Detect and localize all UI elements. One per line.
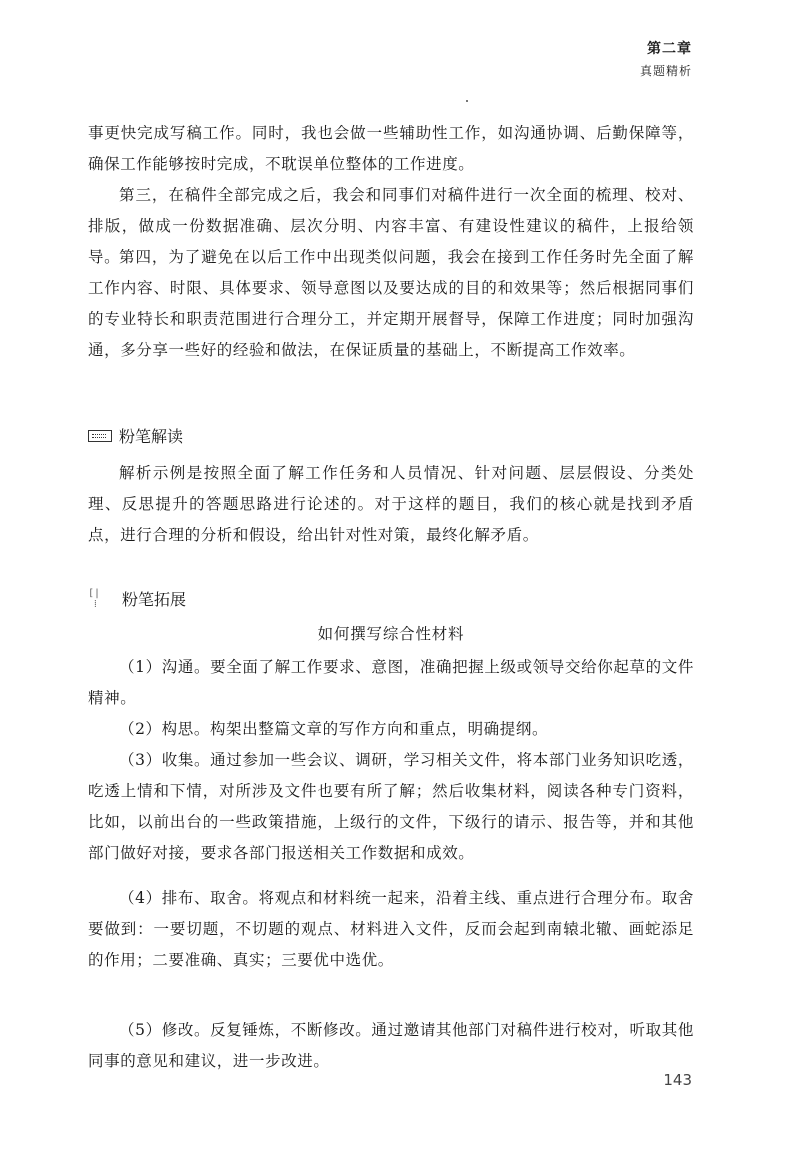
decorative-dot (466, 100, 468, 102)
page-number: 143 (663, 1071, 692, 1089)
chapter-title: 第二章 (647, 41, 692, 57)
extend-item-1: （1）沟通。要全面了解工作要求、意图，准确把握上级或领导交给你起草的文件精神。 (88, 658, 694, 707)
section-interpret-text: 解析示例是按照全面了解工作任务和人员情况、针对问题、层层假设、分类处理、反思提升的答题思路进行论述的。对于这样的题目，我们的核心就是找到矛盾点，进行合理的分析和假设，给出针对性对策，最终化解矛盾。 (88, 464, 694, 544)
section-interpret-title: 粉笔解读 (119, 427, 184, 446)
body-paragraph-3: 第四，为了避免在以后工作中出现类似问题，我会在接到工作任务时先全面了解工作内容、时限、具体要求、领导意图以及要达成的目的和效果等；然后根据同事们的专业特长和职责范围进行合理分工，并定期开展督导，保障工作进度；同时加强沟通，多分享一些好的经验和做法，在保证质量的基础上，不断提高工作效率。 (88, 248, 694, 359)
section-extend-title: 粉笔拓展 (122, 590, 187, 609)
book-icon (88, 430, 112, 442)
section-interpret-heading (88, 424, 183, 447)
extend-subtitle: 如何撰写综合性材料 (317, 625, 465, 643)
body-paragraph-1: 事更快完成写稿工作。同时，我也会做一些辅助性工作，如沟通协调、后勤保障等，确保工作能够按时完成，不耽误单位整体的工作进度。 (88, 124, 694, 173)
chapter-subtitle: 真题精析 (639, 64, 692, 78)
extend-item-2: （2）构思。构架出整篇文章的写作方向和重点，明确提纲。 (119, 720, 549, 738)
extend-item-5: （5）修改。反复锤炼，不断修改。通过邀请其他部门对稿件进行校对，听取其他同事的意见和建议，进一步改进。 (88, 1021, 694, 1070)
extend-item-4: （4）排布、取舍。将观点和材料统一起来，沿着主线、重点进行合理分布。取舍要做到：一要切题，不切题的观点、材料进入文件，反而会起到南辕北辙、画蛇添足的作用；二要准确、真实；三要优中选优。 (88, 889, 694, 969)
body-paragraph-2: 第三，在稿件全部完成之后，我会和同事们对稿件进行一次全面的梳理、校对、排版，做成一份数据准确、层次分明、内容丰富、有建设性建议的稿件，上报给领导。 (88, 186, 694, 266)
section-extend-heading (88, 587, 186, 610)
extend-icon: [| ⁞ (88, 587, 101, 610)
extend-item-3: （3）收集。通过参加一些会议、调研，学习相关文件，将本部门业务知识吃透，吃透上情和下情，对所涉及文件也要有所了解；然后收集材料，阅读各种专门资料，比如，以前出台的一些政策措施，上级行的文件，下级行的请示、报告等，并和其他部门做好对接，要求各部门报送相关工作数据和成效。 (88, 751, 694, 862)
